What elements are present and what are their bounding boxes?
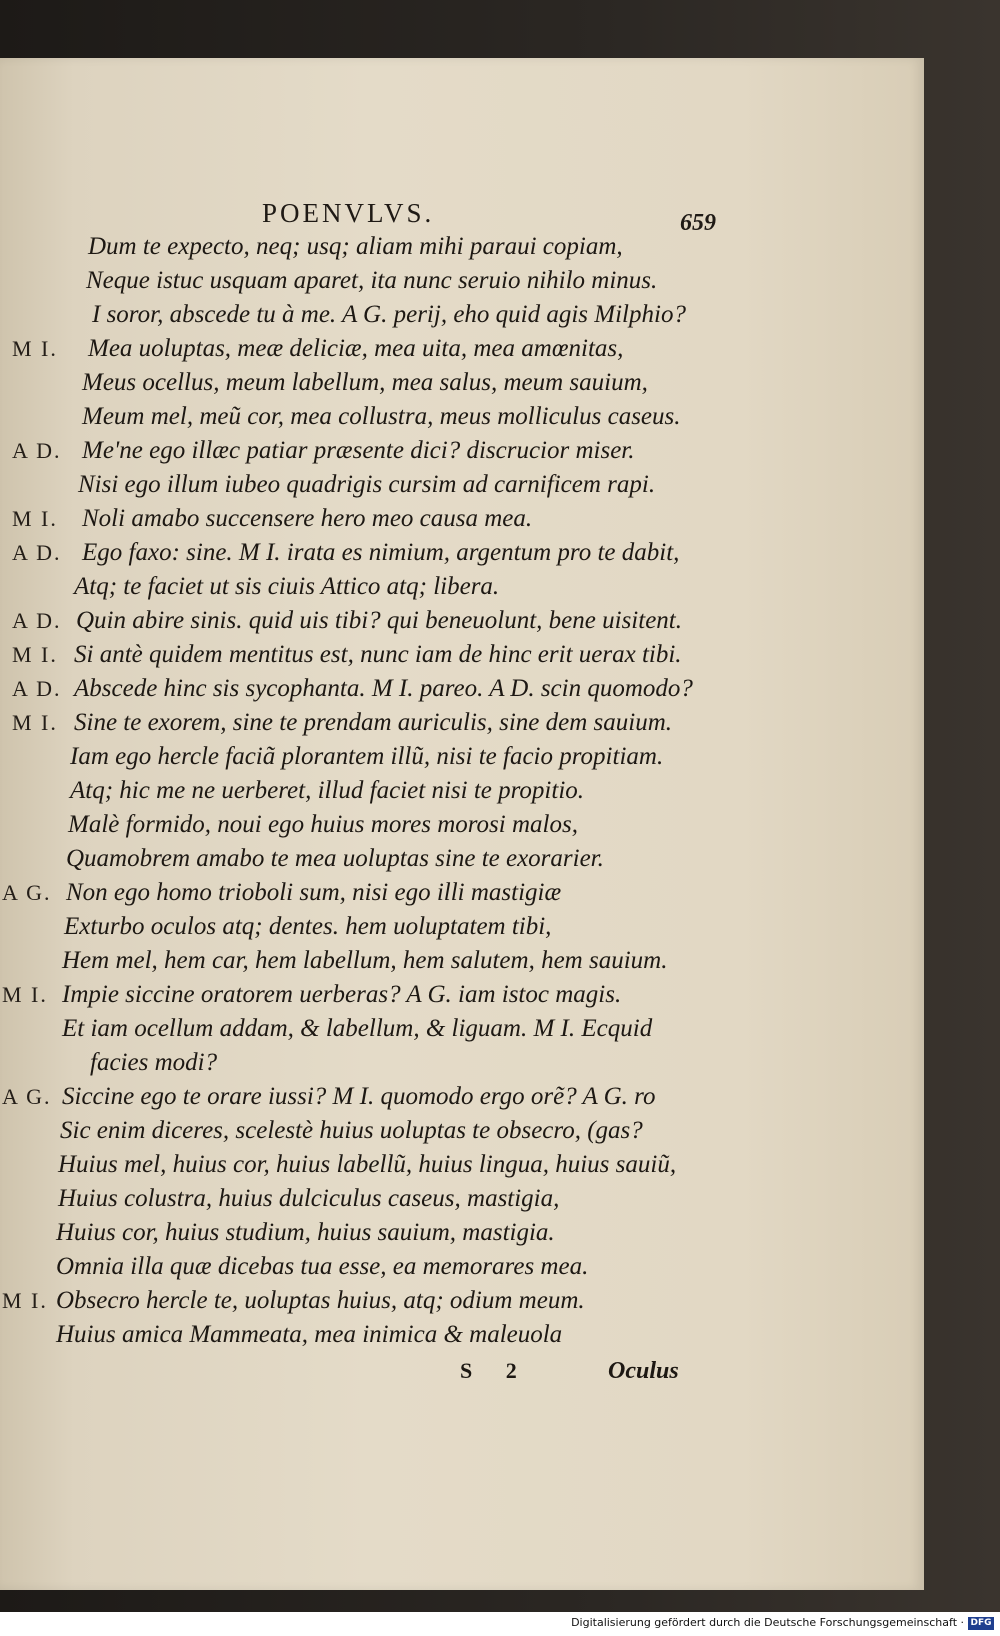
verse-line bbox=[0, 672, 924, 706]
verse-text: Exturbo oculos atq; dentes. hem uoluptatem tibi, bbox=[64, 913, 552, 940]
verse-line bbox=[0, 910, 924, 944]
speaker-label: A D. bbox=[12, 608, 62, 633]
verse-text: Huius colustra, huius dulciculus caseus, mastigia, bbox=[58, 1185, 560, 1212]
verse-line bbox=[0, 638, 924, 672]
book-page bbox=[0, 58, 924, 1590]
speaker-label: M I. bbox=[2, 1288, 48, 1313]
speaker-label: A D. bbox=[12, 676, 62, 701]
verse-line bbox=[0, 1216, 924, 1250]
verse-text: facies modi? bbox=[90, 1049, 218, 1076]
speaker-label: A G. bbox=[2, 880, 52, 905]
verse-line bbox=[0, 332, 924, 366]
verse-text: Huius cor, huius studium, huius sauium, mastigia. bbox=[56, 1219, 555, 1246]
page-footer-marks bbox=[0, 1358, 924, 1398]
signature-mark: S 2 bbox=[460, 1358, 531, 1383]
running-head: POENVLVS. bbox=[262, 198, 435, 228]
verse-line bbox=[0, 230, 924, 264]
verse-line bbox=[0, 876, 924, 910]
verse-text-block bbox=[0, 230, 924, 1352]
verse-text: Omnia illa quæ dicebas tua esse, ea memorares mea. bbox=[56, 1253, 589, 1280]
verse-line bbox=[0, 1148, 924, 1182]
verse-text: Neque istuc usquam aparet, ita nunc seruio nihilo minus. bbox=[86, 267, 658, 294]
verse-text: Quin abire sinis. quid uis tibi? qui beneuolunt, bene uisitent. bbox=[76, 607, 682, 634]
verse-text: I soror, abscede tu à me. A G. perij, eho quid agis Milphio? bbox=[92, 301, 686, 328]
verse-line bbox=[0, 1182, 924, 1216]
verse-text: Meum mel, meũ cor, mea collustra, meus molliculus caseus. bbox=[82, 403, 681, 430]
verse-line bbox=[0, 570, 924, 604]
verse-line bbox=[0, 944, 924, 978]
verse-text: Sine te exorem, sine te prendam auriculis, sine dem sauium. bbox=[74, 709, 673, 736]
verse-text: Quamobrem amabo te mea uoluptas sine te exorarier. bbox=[66, 845, 604, 872]
verse-text: Me'ne ego illæc patiar præsente dici? discrucior miser. bbox=[82, 437, 635, 464]
speaker-label: M I. bbox=[2, 982, 48, 1007]
footer-credit: Digitalisierung gefördert durch die Deutsche Forschungsgemeinschaft · bbox=[571, 1616, 964, 1629]
verse-line bbox=[0, 502, 924, 536]
verse-text: Dum te expecto, neq; usq; aliam mihi paraui copiam, bbox=[88, 233, 623, 260]
verse-text: Iam ego hercle faciã plorantem illũ, nisi te facio propitiam. bbox=[70, 743, 664, 770]
verse-line bbox=[0, 1284, 924, 1318]
verse-line bbox=[0, 366, 924, 400]
dfg-logo: DFG bbox=[968, 1617, 994, 1630]
verse-line bbox=[0, 434, 924, 468]
verse-line bbox=[0, 298, 924, 332]
verse-text: Non ego homo trioboli sum, nisi ego illi mastigiæ bbox=[66, 879, 562, 906]
catchword: Oculus bbox=[608, 1358, 679, 1384]
verse-line bbox=[0, 1114, 924, 1148]
verse-text: Nisi ego illum iubeo quadrigis cursim ad carnificem rapi. bbox=[78, 471, 656, 498]
verse-line bbox=[0, 468, 924, 502]
speaker-label: A D. bbox=[12, 438, 62, 463]
verse-line bbox=[0, 604, 924, 638]
verse-line bbox=[0, 400, 924, 434]
verse-line bbox=[0, 978, 924, 1012]
speaker-label: M I. bbox=[12, 336, 58, 361]
verse-text: Abscede hinc sis sycophanta. M I. pareo. A D. scin quomodo? bbox=[74, 675, 693, 702]
verse-line bbox=[0, 740, 924, 774]
verse-line bbox=[0, 264, 924, 298]
verse-text: Huius amica Mammeata, mea inimica & maleuola bbox=[56, 1321, 563, 1348]
verse-line bbox=[0, 1250, 924, 1284]
verse-line bbox=[0, 1318, 924, 1352]
speaker-label: A G. bbox=[2, 1084, 52, 1109]
verse-line bbox=[0, 774, 924, 808]
page-number: 659 bbox=[680, 210, 716, 236]
speaker-label: M I. bbox=[12, 710, 58, 735]
verse-line bbox=[0, 1012, 924, 1046]
verse-text: Malè formido, noui ego huius mores morosi malos, bbox=[68, 811, 578, 838]
verse-text: Atq; te faciet ut sis ciuis Attico atq; libera. bbox=[74, 573, 500, 600]
verse-line bbox=[0, 1046, 924, 1080]
verse-line bbox=[0, 536, 924, 570]
speaker-label: M I. bbox=[12, 506, 58, 531]
verse-text: Hem mel, hem car, hem labellum, hem salutem, hem sauium. bbox=[62, 947, 668, 974]
speaker-label: A D. bbox=[12, 540, 62, 565]
verse-line bbox=[0, 808, 924, 842]
verse-line bbox=[0, 706, 924, 740]
verse-text: Ego faxo: sine. M I. irata es nimium, argentum pro te dabit, bbox=[82, 539, 680, 566]
verse-text: Mea uoluptas, meæ deliciæ, mea uita, mea amœnitas, bbox=[88, 335, 624, 362]
verse-text: Siccine ego te orare iussi? M I. quomodo ergo orẽ? A G. ro bbox=[62, 1083, 656, 1110]
verse-line bbox=[0, 842, 924, 876]
verse-text: Impie siccine oratorem uerberas? A G. iam istoc magis. bbox=[62, 981, 622, 1008]
verse-text: Meus ocellus, meum labellum, mea salus, meum sauium, bbox=[82, 369, 648, 396]
verse-text: Si antè quidem mentitus est, nunc iam de hinc erit uerax tibi. bbox=[74, 641, 682, 668]
verse-text: Noli amabo succensere hero meo causa mea. bbox=[82, 505, 533, 532]
verse-text: Sic enim diceres, scelestè huius uoluptas te obsecro, (gas? bbox=[60, 1117, 643, 1144]
verse-text: Obsecro hercle te, uoluptas huius, atq; odium meum. bbox=[56, 1287, 585, 1314]
verse-text: Et iam ocellum addam, & labellum, & liguam. M I. Ecquid bbox=[62, 1015, 653, 1042]
speaker-label: M I. bbox=[12, 642, 58, 667]
verse-text: Huius mel, huius cor, huius labellũ, huius lingua, huius sauiũ, bbox=[58, 1151, 677, 1178]
verse-line bbox=[0, 1080, 924, 1114]
verse-text: Atq; hic me ne uerberet, illud faciet nisi te propitio. bbox=[70, 777, 585, 804]
digitization-footer bbox=[0, 1612, 1000, 1636]
